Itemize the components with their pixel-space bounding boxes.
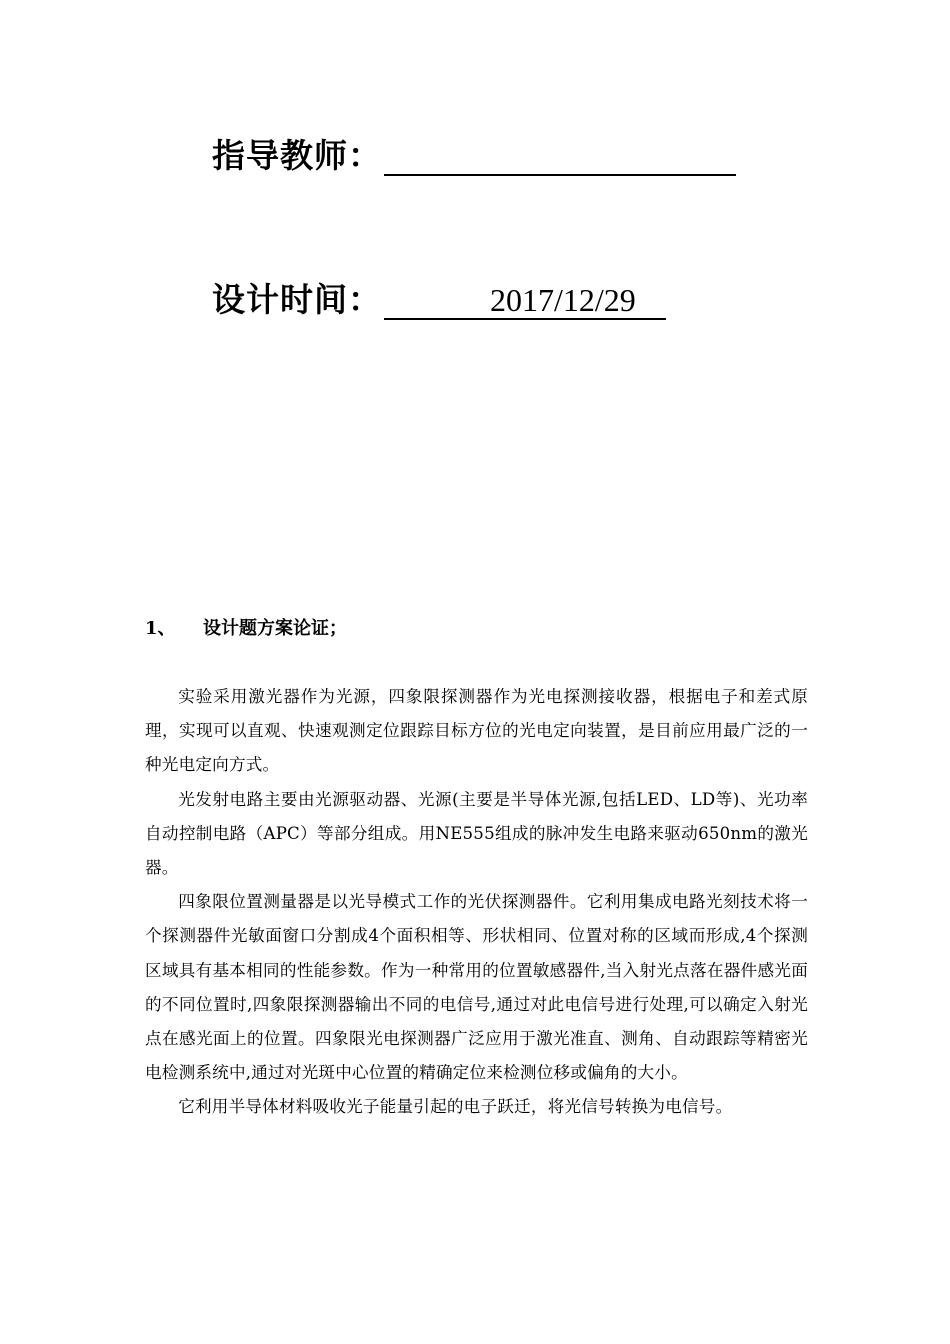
paragraph: 光发射电路主要由光源驱动器、光源(主要是半导体光源,包括LED、LD等)、光功率自动控制电路（APC）等部分组成。用NE555组成的脉冲发生电路来驱动650nm的激光器。 [145, 789, 808, 878]
advisor-label: 指导教师： [212, 136, 382, 175]
paragraph: 它利用半导体材料吸收光子能量引起的电子跃迁，将光信号转换为电信号。 [178, 1097, 733, 1117]
design-time-value: 2017/12/29 [490, 282, 636, 318]
design-time-field [212, 270, 666, 320]
advisor-field [212, 126, 736, 176]
design-time-label: 设计时间： [212, 280, 382, 319]
paragraph: 实验采用激光器作为光源，四象限探测器作为光电探测接收器，根据电子和差式原理，实现可以直观、快速观测定位跟踪目标方位的光电定向装置，是目前应用最广泛的一种光电定向方式。 [145, 687, 808, 775]
body-text [145, 680, 808, 1125]
section-heading [145, 614, 347, 640]
section-number: 1、 [145, 618, 176, 639]
advisor-underline [384, 138, 736, 176]
paragraph: 四象限位置测量器是以光导模式工作的光伏探测器件。它利用集成电路光刻技术将一个探测器件光敏面窗口分割成4个面积相等、形状相同、位置对称的区域而形成,4个探测区域具有基本相同的性能参数。作为一种常用的位置敏感器件,当入射光点落在器件感光面的不同位置时,四象限探测器输出不同的电信号,通过对此电信号进行处理,可以确定入射光点在感光面上的位置。四象限光电探测器广泛应用于激光准直、测角、自动跟踪等精密光电检测系统中,通过对光斑中心位置的精确定位来检测位移或偏角的大小。 [145, 892, 808, 1083]
section-title: 设计题方案论证； [203, 618, 347, 639]
design-time-underline [384, 282, 666, 320]
